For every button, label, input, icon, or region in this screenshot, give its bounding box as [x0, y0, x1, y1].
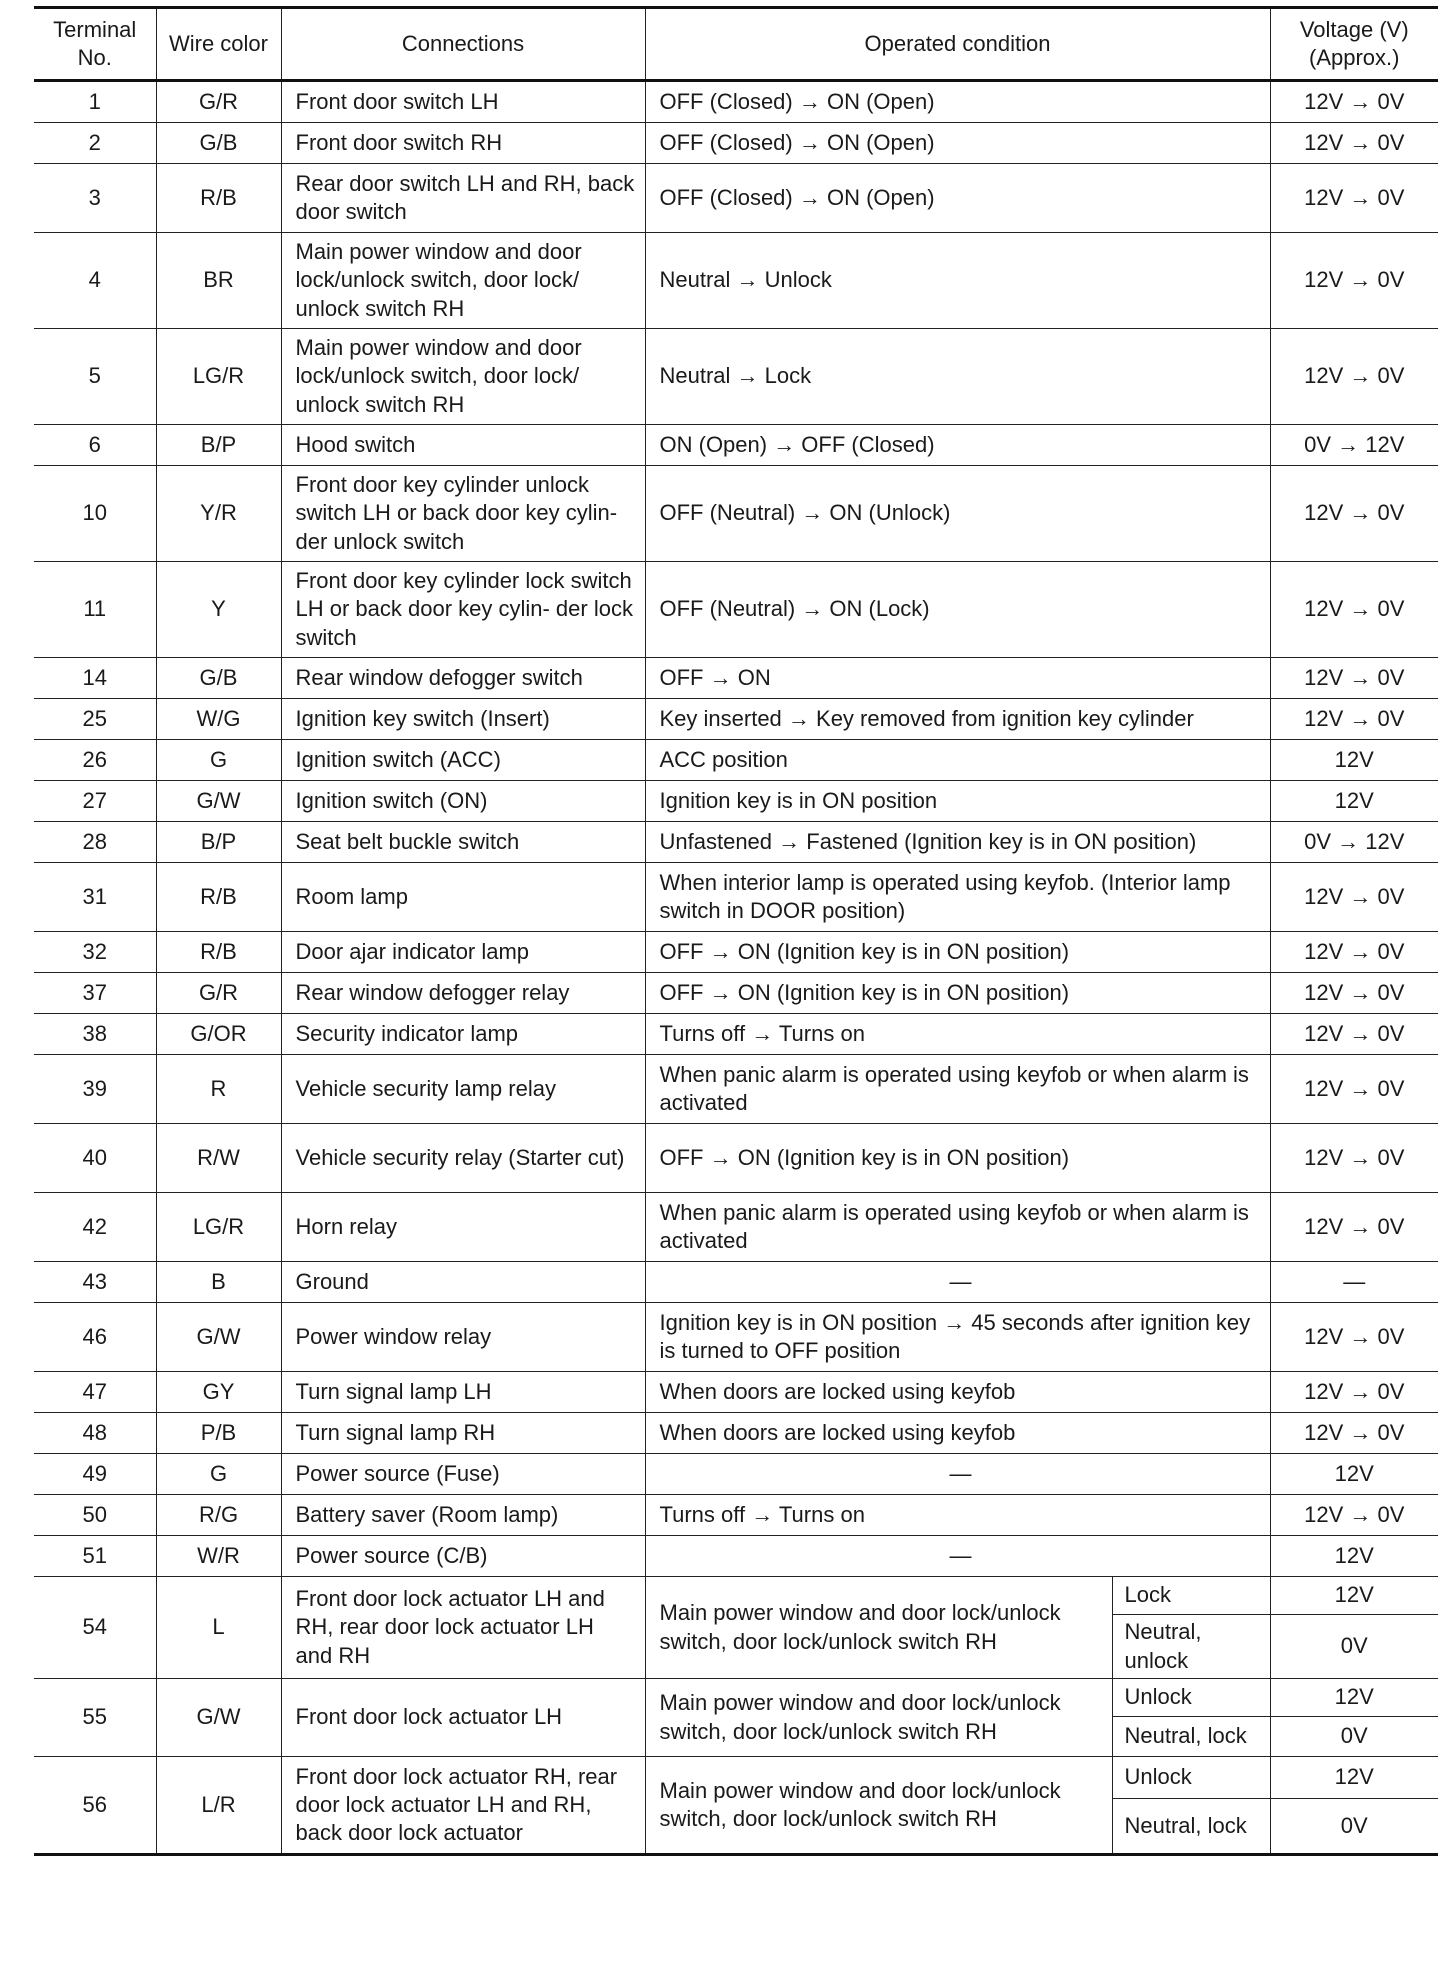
wire-color: B/P [156, 425, 281, 466]
terminal-no: 32 [34, 932, 156, 973]
connection: Front door switch LH [281, 81, 645, 123]
table-row [34, 740, 1438, 781]
operated-condition: OFF (Neutral) → ON (Lock) [645, 562, 1270, 658]
voltage: 0V [1270, 1615, 1438, 1679]
connection: Main power window and door lock/unlock switch, door lock/ unlock switch RH [281, 233, 645, 329]
terminal-no: 39 [34, 1055, 156, 1124]
connection: Horn relay [281, 1193, 645, 1262]
operated-condition: When doors are locked using keyfob [645, 1372, 1270, 1413]
voltage: 12V [1270, 740, 1438, 781]
voltage: 12V → 0V [1270, 863, 1438, 932]
table-row [34, 1262, 1438, 1303]
header-wire-color: Wire color [156, 8, 281, 81]
switch-state: Lock [1112, 1577, 1270, 1615]
operated-condition: OFF (Neutral) → ON (Unlock) [645, 466, 1270, 562]
terminal-no: 43 [34, 1262, 156, 1303]
connection: Turn signal lamp RH [281, 1413, 645, 1454]
operated-condition: When panic alarm is operated using keyfob or when alarm is activated [645, 1055, 1270, 1124]
header-terminal: Terminal No. [34, 8, 156, 81]
voltage: 12V → 0V [1270, 1014, 1438, 1055]
table-row [34, 1679, 1438, 1717]
table-row [34, 1757, 1438, 1799]
switch-state: Unlock [1112, 1757, 1270, 1799]
connection: Rear door switch LH and RH, back door switch [281, 164, 645, 233]
terminal-no: 25 [34, 699, 156, 740]
table-row [34, 1055, 1438, 1124]
table-row [34, 699, 1438, 740]
terminal-no: 48 [34, 1413, 156, 1454]
wire-color: W/R [156, 1536, 281, 1577]
table-row [34, 81, 1438, 123]
operated-condition: When panic alarm is operated using keyfob or when alarm is activated [645, 1193, 1270, 1262]
wire-color: R/W [156, 1124, 281, 1193]
table-row [34, 1372, 1438, 1413]
voltage: 12V → 0V [1270, 1055, 1438, 1124]
wire-color: L [156, 1577, 281, 1679]
terminal-no: 27 [34, 781, 156, 822]
table-row [34, 1014, 1438, 1055]
voltage: 12V → 0V [1270, 973, 1438, 1014]
terminal-no: 56 [34, 1757, 156, 1855]
voltage: 12V → 0V [1270, 466, 1438, 562]
connection: Power window relay [281, 1303, 645, 1372]
terminal-table-container [34, 6, 1438, 1856]
voltage: 12V [1270, 1454, 1438, 1495]
operated-condition: OFF → ON (Ignition key is in ON position) [645, 973, 1270, 1014]
connection: Main power window and door lock/unlock switch, door lock/ unlock switch RH [281, 329, 645, 425]
wire-color: Y [156, 562, 281, 658]
table-row [34, 1193, 1438, 1262]
switch-state: Neutral, lock [1112, 1717, 1270, 1757]
wire-color: B/P [156, 822, 281, 863]
connection: Front door key cylinder unlock switch LH or back door key cylin- der unlock switch [281, 466, 645, 562]
connection: Power source (Fuse) [281, 1454, 645, 1495]
wire-color: R [156, 1055, 281, 1124]
voltage: 12V → 0V [1270, 1372, 1438, 1413]
table-row [34, 562, 1438, 658]
table-row [34, 863, 1438, 932]
operated-condition: Ignition key is in ON position [645, 781, 1270, 822]
switch-state: Neutral, unlock [1112, 1615, 1270, 1679]
wire-color: G/OR [156, 1014, 281, 1055]
terminal-no: 47 [34, 1372, 156, 1413]
wire-color: G/R [156, 973, 281, 1014]
table-row [34, 164, 1438, 233]
terminal-no: 28 [34, 822, 156, 863]
operated-condition: — [645, 1262, 1270, 1303]
connection: Seat belt buckle switch [281, 822, 645, 863]
voltage: 12V → 0V [1270, 1413, 1438, 1454]
wire-color: G/B [156, 658, 281, 699]
operated-condition: Main power window and door lock/unlock switch, door lock/unlock switch RH [645, 1679, 1112, 1757]
operated-condition: ON (Open) → OFF (Closed) [645, 425, 1270, 466]
connection: Rear window defogger relay [281, 973, 645, 1014]
connection: Security indicator lamp [281, 1014, 645, 1055]
operated-condition: OFF (Closed) → ON (Open) [645, 123, 1270, 164]
terminal-no: 6 [34, 425, 156, 466]
terminal-no: 3 [34, 164, 156, 233]
table-row [34, 973, 1438, 1014]
voltage: 12V → 0V [1270, 1495, 1438, 1536]
voltage: 12V → 0V [1270, 932, 1438, 973]
terminal-no: 31 [34, 863, 156, 932]
operated-condition: Neutral → Lock [645, 329, 1270, 425]
wire-color: G/R [156, 81, 281, 123]
voltage: 12V [1270, 1536, 1438, 1577]
connection: Ignition key switch (Insert) [281, 699, 645, 740]
connection: Rear window defogger switch [281, 658, 645, 699]
voltage: 0V → 12V [1270, 822, 1438, 863]
wire-color: R/G [156, 1495, 281, 1536]
wire-color: B [156, 1262, 281, 1303]
connection: Front door key cylinder lock switch LH or back door key cylin- der lock switch [281, 562, 645, 658]
voltage: 0V [1270, 1799, 1438, 1855]
table-row [34, 466, 1438, 562]
header-row [34, 8, 1438, 81]
terminal-no: 54 [34, 1577, 156, 1679]
operated-condition: Neutral → Unlock [645, 233, 1270, 329]
table-row [34, 932, 1438, 973]
connection: Vehicle security relay (Starter cut) [281, 1124, 645, 1193]
connection: Power source (C/B) [281, 1536, 645, 1577]
operated-condition: OFF (Closed) → ON (Open) [645, 164, 1270, 233]
voltage: 12V → 0V [1270, 164, 1438, 233]
connection: Front door lock actuator LH and RH, rear door lock actuator LH and RH [281, 1577, 645, 1679]
wire-color: G/W [156, 1679, 281, 1757]
terminal-no: 55 [34, 1679, 156, 1757]
voltage: 12V → 0V [1270, 1124, 1438, 1193]
terminal-no: 51 [34, 1536, 156, 1577]
table-row [34, 781, 1438, 822]
connection: Room lamp [281, 863, 645, 932]
operated-condition: When interior lamp is operated using keyfob. (Interior lamp switch in DOOR position) [645, 863, 1270, 932]
voltage: 12V → 0V [1270, 123, 1438, 164]
operated-condition: Key inserted → Key removed from ignition key cylinder [645, 699, 1270, 740]
operated-condition: Unfastened → Fastened (Ignition key is in ON position) [645, 822, 1270, 863]
wire-color: W/G [156, 699, 281, 740]
terminal-no: 5 [34, 329, 156, 425]
connection: Ignition switch (ON) [281, 781, 645, 822]
wire-color: G/B [156, 123, 281, 164]
terminal-no: 49 [34, 1454, 156, 1495]
connection: Battery saver (Room lamp) [281, 1495, 645, 1536]
connection: Door ajar indicator lamp [281, 932, 645, 973]
wire-color: BR [156, 233, 281, 329]
wire-color: G [156, 740, 281, 781]
terminal-no: 2 [34, 123, 156, 164]
table-row [34, 1124, 1438, 1193]
table-row [34, 425, 1438, 466]
table-row [34, 123, 1438, 164]
header-voltage: Voltage (V) (Approx.) [1270, 8, 1438, 81]
terminal-no: 4 [34, 233, 156, 329]
terminal-no: 37 [34, 973, 156, 1014]
terminal-no: 42 [34, 1193, 156, 1262]
operated-condition: — [645, 1536, 1270, 1577]
operated-condition: OFF → ON (Ignition key is in ON position) [645, 1124, 1270, 1193]
voltage: 12V → 0V [1270, 81, 1438, 123]
wire-color: R/B [156, 164, 281, 233]
connection: Turn signal lamp LH [281, 1372, 645, 1413]
wire-color: Y/R [156, 466, 281, 562]
terminal-no: 1 [34, 81, 156, 123]
operated-condition: — [645, 1454, 1270, 1495]
voltage: 12V → 0V [1270, 329, 1438, 425]
voltage: — [1270, 1262, 1438, 1303]
operated-condition: Main power window and door lock/unlock switch, door lock/unlock switch RH [645, 1757, 1112, 1855]
connection: Ignition switch (ACC) [281, 740, 645, 781]
terminal-no: 38 [34, 1014, 156, 1055]
wire-color: R/B [156, 932, 281, 973]
voltage: 0V [1270, 1717, 1438, 1757]
voltage: 12V → 0V [1270, 233, 1438, 329]
terminal-no: 11 [34, 562, 156, 658]
voltage: 12V → 0V [1270, 1193, 1438, 1262]
operated-condition: Ignition key is in ON position → 45 seconds after ignition key is turned to OFF position [645, 1303, 1270, 1372]
terminal-no: 46 [34, 1303, 156, 1372]
table-row [34, 1413, 1438, 1454]
operated-condition: ACC position [645, 740, 1270, 781]
header-connections: Connections [281, 8, 645, 81]
terminal-no: 26 [34, 740, 156, 781]
voltage: 12V → 0V [1270, 562, 1438, 658]
table-row [34, 1577, 1438, 1615]
wire-color: LG/R [156, 329, 281, 425]
voltage: 12V [1270, 1679, 1438, 1717]
connection: Front door switch RH [281, 123, 645, 164]
operated-condition: Main power window and door lock/unlock switch, door lock/unlock switch RH [645, 1577, 1112, 1679]
switch-state: Neutral, lock [1112, 1799, 1270, 1855]
wire-color: GY [156, 1372, 281, 1413]
wire-color: P/B [156, 1413, 281, 1454]
voltage: 12V [1270, 1757, 1438, 1799]
operated-condition: Turns off → Turns on [645, 1495, 1270, 1536]
voltage: 12V [1270, 1577, 1438, 1615]
table-row [34, 822, 1438, 863]
operated-condition: OFF (Closed) → ON (Open) [645, 81, 1270, 123]
voltage: 12V → 0V [1270, 1303, 1438, 1372]
table-row [34, 1495, 1438, 1536]
voltage: 12V → 0V [1270, 699, 1438, 740]
terminal-no: 10 [34, 466, 156, 562]
table-row [34, 329, 1438, 425]
wire-color: G/W [156, 1303, 281, 1372]
terminal-no: 50 [34, 1495, 156, 1536]
connection: Vehicle security lamp relay [281, 1055, 645, 1124]
wire-color: G/W [156, 781, 281, 822]
table-row [34, 1303, 1438, 1372]
operated-condition: Turns off → Turns on [645, 1014, 1270, 1055]
operated-condition: OFF → ON (Ignition key is in ON position) [645, 932, 1270, 973]
table-row [34, 233, 1438, 329]
terminal-no: 40 [34, 1124, 156, 1193]
switch-state: Unlock [1112, 1679, 1270, 1717]
voltage: 12V → 0V [1270, 658, 1438, 699]
connection: Hood switch [281, 425, 645, 466]
terminal-table [34, 6, 1438, 1856]
header-operated-condition: Operated condition [645, 8, 1270, 81]
wire-color: R/B [156, 863, 281, 932]
wire-color: L/R [156, 1757, 281, 1855]
wire-color: LG/R [156, 1193, 281, 1262]
voltage: 0V → 12V [1270, 425, 1438, 466]
connection: Ground [281, 1262, 645, 1303]
connection: Front door lock actuator RH, rear door lock actuator LH and RH, back door lock actuator [281, 1757, 645, 1855]
voltage: 12V [1270, 781, 1438, 822]
terminal-no: 14 [34, 658, 156, 699]
table-row [34, 658, 1438, 699]
operated-condition: OFF → ON [645, 658, 1270, 699]
operated-condition: When doors are locked using keyfob [645, 1413, 1270, 1454]
wire-color: G [156, 1454, 281, 1495]
table-row [34, 1536, 1438, 1577]
table-row [34, 1454, 1438, 1495]
connection: Front door lock actuator LH [281, 1679, 645, 1757]
